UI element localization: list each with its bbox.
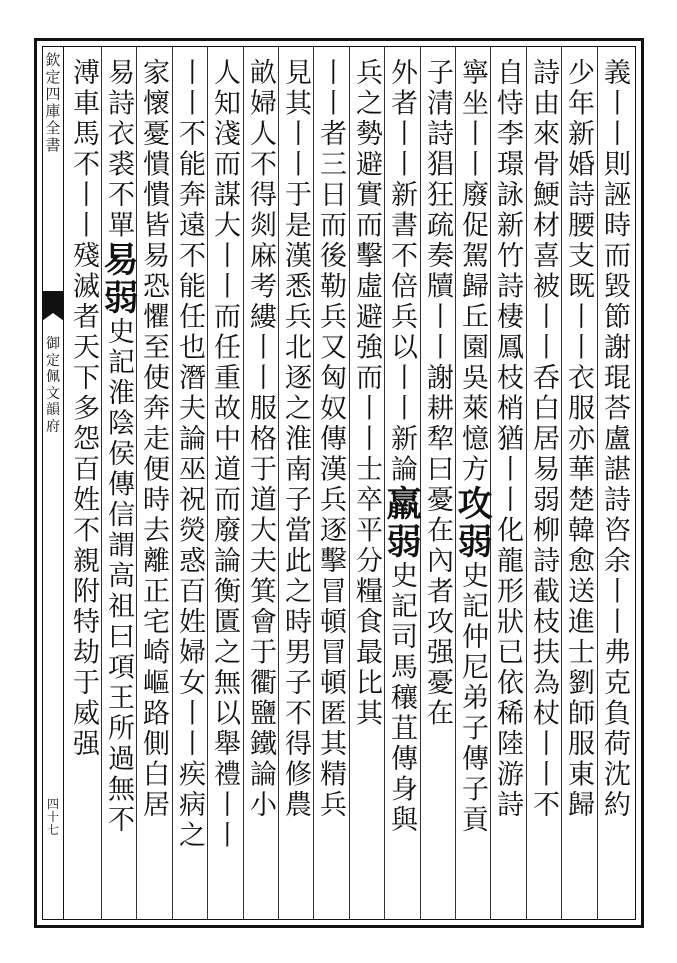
page-number: 四十七 bbox=[46, 797, 59, 837]
entry-headword: 羸弱 bbox=[381, 485, 422, 561]
text-column bbox=[278, 58, 312, 821]
text-segment: 子清詩猖狂疏奏牘丨丨謝耕犂 bbox=[422, 58, 453, 455]
column-rule bbox=[597, 46, 598, 920]
text-segment: 溥車馬不丨丨 bbox=[68, 58, 99, 241]
text-segment: 史記仲尼弟子傳子貢 bbox=[457, 561, 488, 836]
text-segment: 殘滅者天下多怨百姓不親附特劫于威强 bbox=[68, 241, 99, 760]
column-rule bbox=[455, 46, 456, 920]
text-column bbox=[597, 58, 631, 821]
text-column bbox=[313, 58, 347, 821]
text-column bbox=[172, 58, 206, 851]
column-rule bbox=[349, 46, 350, 920]
text-segment: 畝婦人不得剡麻考縷丨丨服格于道大夫箕會于衢鹽鐵論小 bbox=[245, 58, 276, 821]
text-segment: 丨丨者三日而後勒兵又匈奴傳漢兵逐擊冒頓冒頓匿其精兵 bbox=[315, 58, 346, 821]
text-column bbox=[381, 58, 422, 836]
text-segment: 史記司馬穰苴傳身與 bbox=[386, 561, 417, 836]
text-column bbox=[526, 58, 560, 821]
text-column bbox=[490, 58, 524, 821]
centre-column-top-text: 欽定四庫全書 bbox=[45, 51, 61, 154]
text-column bbox=[243, 58, 277, 821]
text-column bbox=[98, 58, 139, 836]
column-rule bbox=[313, 46, 314, 920]
text-segment: 易詩衣裘不單 bbox=[103, 58, 134, 241]
text-segment: 家懷憂憒憒皆易恐懼至使奔走便時去離正宅崎嶇路側白居 bbox=[138, 58, 169, 821]
text-segment: 曰憂在內者攻强憂在 bbox=[422, 454, 453, 729]
text-segment: 人知淺而謀大丨丨而任重故中道而廢論衡匱之無以舉禮丨丨 bbox=[209, 58, 240, 851]
text-column bbox=[420, 58, 454, 729]
column-rule bbox=[384, 46, 385, 920]
column-rule bbox=[172, 46, 173, 920]
column-rule bbox=[243, 46, 244, 920]
entry-headword: 攻弱 bbox=[452, 485, 493, 561]
text-segment: 士卒平分糧食最比其 bbox=[351, 454, 382, 729]
text-segment: 義丨丨則誣時而毀節謝琨荅盧諶詩咨余丨丨弗克負荷沈約 bbox=[599, 58, 630, 821]
column-rule bbox=[420, 46, 421, 920]
column-rule bbox=[561, 46, 562, 920]
text-column bbox=[66, 58, 100, 760]
column-rule bbox=[136, 46, 137, 920]
centre-column bbox=[42, 46, 64, 920]
text-segment: 自恃李璟詠新竹詩棲鳳枝梢猶丨丨化龍形狀已依稀陸游詩 bbox=[492, 58, 523, 821]
text-segment: 外者丨丨新書不倍兵以丨丨新論 bbox=[386, 58, 417, 485]
fish-tail-mark bbox=[42, 291, 64, 313]
text-column bbox=[561, 58, 595, 821]
entry-headword: 易弱 bbox=[98, 241, 139, 317]
column-rule bbox=[278, 46, 279, 920]
text-segment: 見其丨丨于是漢悉兵北逐之淮南子當此之時男子不得修農 bbox=[280, 58, 311, 821]
text-column bbox=[452, 58, 493, 836]
text-column bbox=[136, 58, 170, 821]
text-segment: 兵之勢避實而擊虛避強而丨丨 bbox=[351, 58, 382, 455]
book-title: 御定佩文韻府 bbox=[46, 336, 60, 435]
column-rule bbox=[207, 46, 208, 920]
centre-column-top bbox=[42, 46, 64, 286]
text-column bbox=[207, 58, 241, 851]
column-rule bbox=[101, 46, 102, 920]
column-rule bbox=[526, 46, 527, 920]
text-segment: 寧坐丨丨廢促駕歸丘園吳萊憶方 bbox=[457, 58, 488, 485]
text-column bbox=[349, 58, 383, 729]
text-segment: 史記淮陰侯傳信謂高祖曰項王所過無不 bbox=[103, 317, 134, 836]
text-segment: 少年新婚詩腰支既丨丨衣服亦華楚韓愈送進士劉師服東歸 bbox=[563, 58, 594, 821]
column-rule bbox=[490, 46, 491, 920]
text-segment: 詩由來骨鯁材喜被丨丨呑白居易弱柳詩截枝扶為杖丨丨不 bbox=[528, 58, 559, 821]
text-segment: 丨丨不能奔遠不能任也潛夫論巫祝熒惑百姓婦女丨丨疾病之 bbox=[174, 58, 205, 851]
